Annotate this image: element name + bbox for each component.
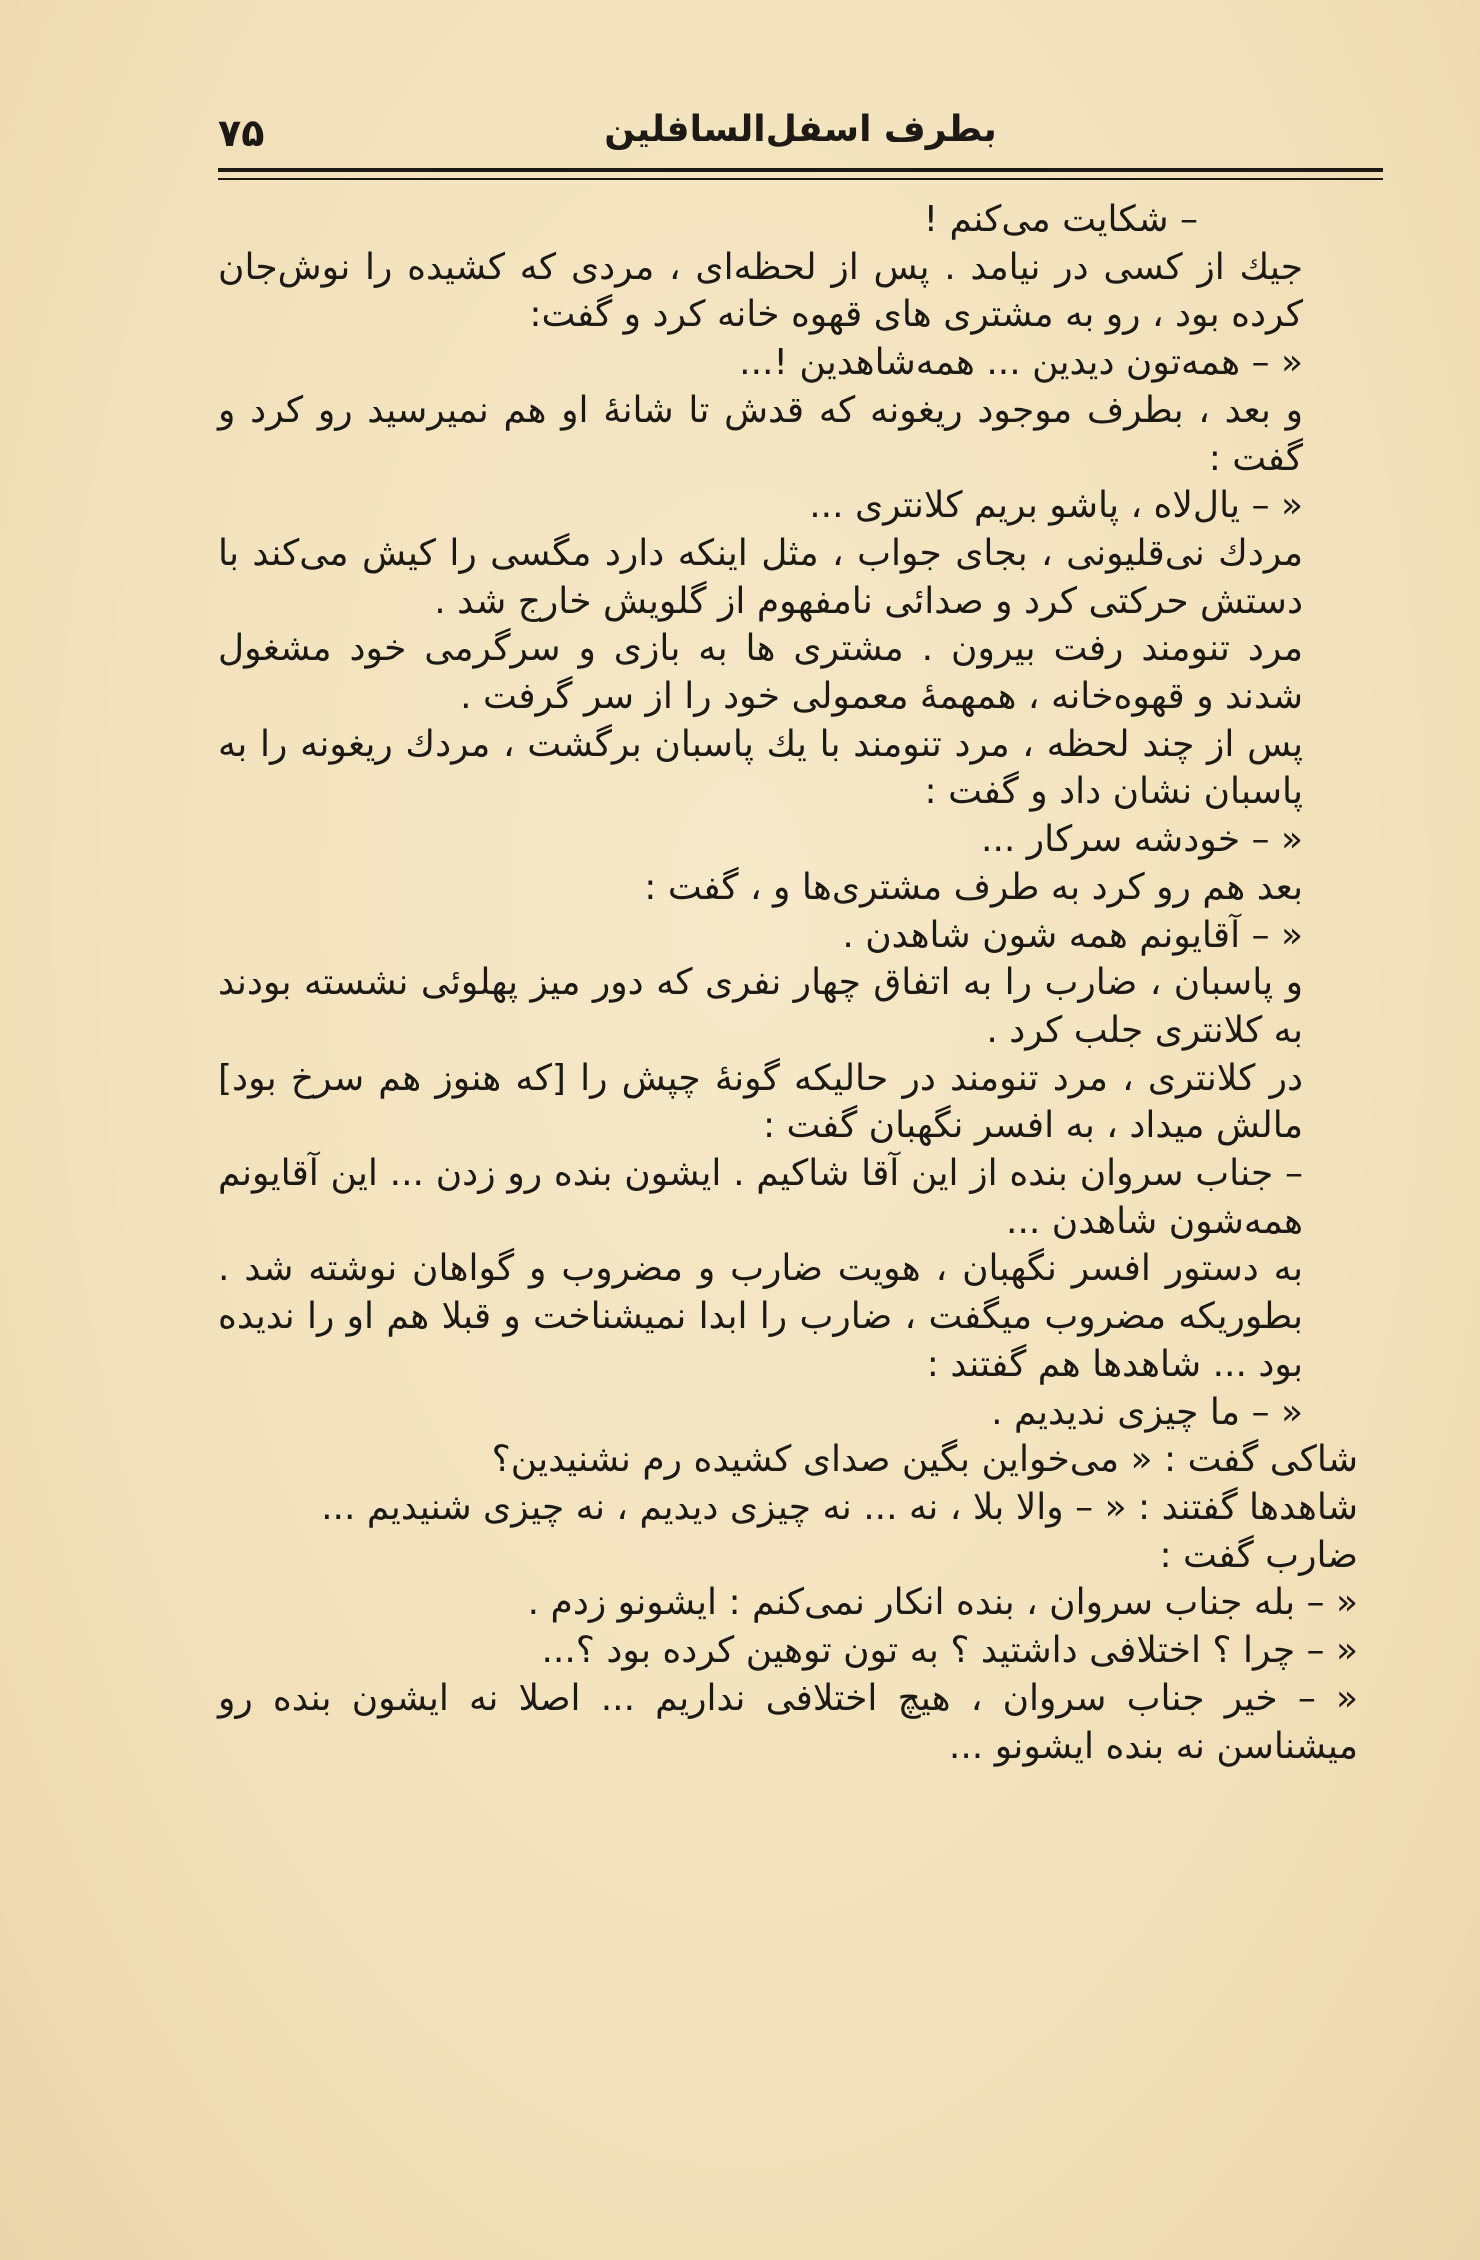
- paragraph: شاکی گفت : « می‌خواین بگین صدای کشیده رم نشنیدین؟: [491, 1439, 1358, 1481]
- body-text: [218, 196, 1388, 1770]
- paragraph: « – آقایونم همه شون شاهدن .: [842, 914, 1303, 956]
- paragraph: بعد هم رو کرد به طرف مشتری‌ها و ، گفت :: [644, 866, 1303, 908]
- paragraph: « – یال‌لاه ، پاشو بریم کلانتری ...: [809, 485, 1303, 527]
- paragraph: و بعد ، بطرف موجود ریغونه که قدش تا شانهٔ او هم نمیرسید رو کرد و گفت :: [218, 389, 1303, 479]
- paragraph: « – خیر جناب سروان ، هیچ اختلافی نداریم ... اصلا نه ایشون بنده رو میشناسن نه بنده ایشونو ...: [218, 1677, 1358, 1767]
- page-number: ۷۵: [218, 111, 265, 155]
- paragraph: شاهدها گفتند : « – والا بلا ، نه ... نه چیزی دیدیم ، نه چیزی شنیدیم ...: [321, 1486, 1358, 1528]
- paragraph: و پاسبان ، ضارب را به اتفاق چهار نفری که دور میز پهلوئی نشسته بودند به کلانتری جلب کرد .: [218, 962, 1303, 1051]
- paragraph: « – چرا ؟ اختلافی داشتید ؟ به تون توهین کرده بود ؟...: [541, 1630, 1358, 1672]
- paragraph: ضارب گفت :: [1159, 1534, 1358, 1576]
- running-title: بطرف اسفل‌السافلین: [604, 109, 997, 150]
- paragraph: مرد تنومند رفت بیرون . مشتری ها به بازی و سرگرمی خود مشغول شدند و قهوه‌خانه ، همهمهٔ معمولی خود را از سر گرفت .: [218, 628, 1303, 718]
- header-rule-thick: [218, 168, 1383, 172]
- header-rule-thin: [218, 178, 1383, 180]
- paragraph: در کلانتری ، مرد تنومند در حالیکه گونهٔ چپش را [که هنوز هم سرخ بود] مالش میداد ، به افسر نگهبان گفت :: [218, 1057, 1303, 1147]
- paragraph: « – خودشه سرکار ...: [981, 819, 1303, 861]
- paragraph: به دستور افسر نگهبان ، هویت ضارب و مضروب و گواهان نوشته شد . بطوریکه مضروب میگفت ، ضارب را ابدا نمیشناخت و قبلا هم او را ندیده بود ... شاهدها هم گفتند :: [218, 1248, 1303, 1385]
- paragraph: – شکایت می‌کنم !: [923, 199, 1198, 240]
- paragraph: مردك نی‌قلیونی ، بجای جواب ، مثل اینکه دارد مگسی را کیش می‌کند با دستش حرکتی کرد و صدائی نامفهوم از گلویش خارج شد .: [218, 532, 1303, 622]
- paragraph: – جناب سروان بنده از این آقا شاکیم . ایشون بنده رو زدن ... این آقایونم همه‌شون شاهدن ...: [218, 1153, 1303, 1242]
- paragraph: جیك از کسی در نیامد . پس از لحظه‌ای ، مردی که کشیده را نوش‌جان کرده بود ، رو به مشتری های قهوه خانه کرد و گفت:: [218, 246, 1303, 336]
- paragraph: « – بله جناب سروان ، بنده انکار نمی‌کنم : ایشونو زدم .: [527, 1582, 1358, 1624]
- page-header: [218, 105, 1383, 165]
- paragraph: « – ما چیزی ندیدیم .: [991, 1391, 1303, 1433]
- paragraph: « – همه‌تون دیدین ... همه‌شاهدین !...: [739, 342, 1303, 384]
- paragraph: پس از چند لحظه ، مرد تنومند با یك پاسبان برگشت ، مردك ریغونه را به پاسبان نشان داد و گفت :: [218, 723, 1303, 813]
